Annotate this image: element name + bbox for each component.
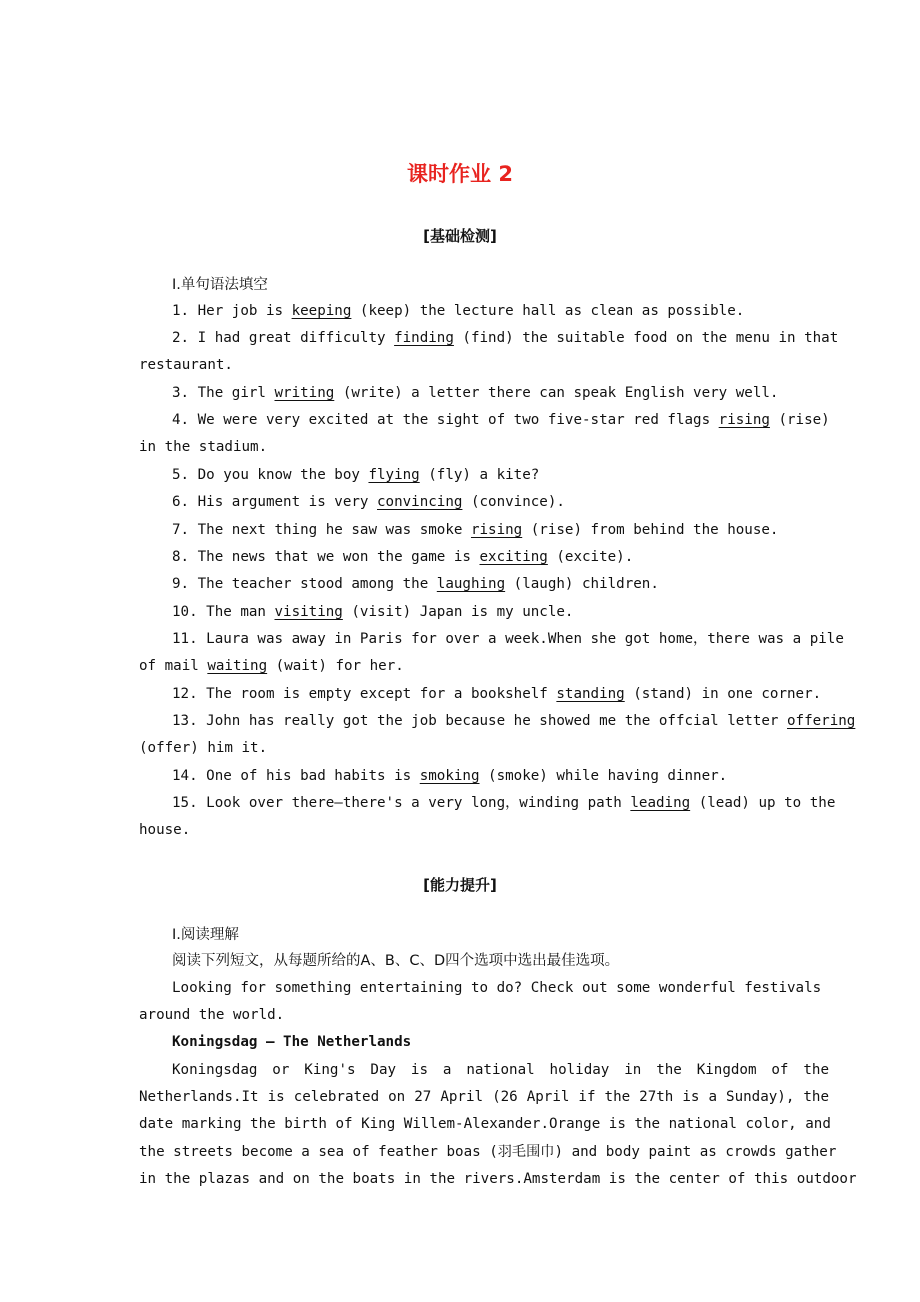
exercise-item-5: 5. Do you know the boy flying (fly) a kite? xyxy=(172,467,540,483)
answer-3: writing xyxy=(274,385,335,401)
exercise-item-2: 2. I had great difficulty finding (find) the suitable food on the menu in that xyxy=(172,330,839,346)
answer-8: exciting xyxy=(479,549,548,565)
exercise-item-4: 4. We were very excited at the sight of two five-star red flags rising (rise) xyxy=(172,412,830,428)
answer-15: leading xyxy=(630,795,691,811)
exercise-item-4-cont: in the stadium. xyxy=(139,439,268,455)
exercise-item-2-cont: restaurant. xyxy=(139,357,233,373)
exercise-item-7: 7. The next thing he saw was smoke rising (rise) from behind the house. xyxy=(172,522,779,538)
article-para-line-2: Netherlands.It is celebrated on 27 April (26 April if the 27th is a Sunday), the xyxy=(139,1089,829,1105)
article-para-line-3: date marking the birth of King Willem-Alexander.Orange is the national color, and xyxy=(139,1116,831,1132)
answer-5: flying xyxy=(368,467,420,483)
answer-1: keeping xyxy=(291,303,352,319)
answer-14: smoking xyxy=(419,768,480,784)
exercise-item-3: 3. The girl writing (write) a letter there can speak English very well. xyxy=(172,385,779,401)
exercise-item-6: 6. His argument is very convincing (convince). xyxy=(172,494,565,510)
exercise-item-8: 8. The news that we won the game is exciting (excite). xyxy=(172,549,634,565)
intro-line-1: Looking for something entertaining to do? Check out some wonderful festivals xyxy=(172,980,822,996)
answer-4: rising xyxy=(718,412,770,428)
section-heading-advanced: [能力提升] xyxy=(423,876,497,894)
exercise-item-13: 13. John has really got the job because he showed me the offcial letter offering xyxy=(172,713,856,729)
part-label-reading: Ⅰ.阅读理解 xyxy=(172,927,239,943)
page-title: 课时作业 2 xyxy=(407,162,513,186)
article-para-line-1: Koningsdag or King's Day is a national holiday in the Kingdom of the xyxy=(172,1062,829,1078)
article-para-line-4: the streets become a sea of feather boas (羽毛围巾) and body paint as crowds gather xyxy=(139,1144,837,1160)
exercise-item-10: 10. The man visiting (visit) Japan is my uncle. xyxy=(172,604,574,620)
answer-6: convincing xyxy=(377,494,463,510)
answer-2: finding xyxy=(394,330,454,346)
exercise-item-11: 11. Laura was away in Paris for over a week.When she got home，there was a pile xyxy=(172,631,844,647)
article-para-line-5: in the plazas and on the boats in the rivers.Amsterdam is the center of this outdoor xyxy=(139,1171,857,1187)
exercise-item-15-cont: house. xyxy=(139,822,191,838)
intro-line-2: around the world. xyxy=(139,1007,285,1023)
part-label-grammar: Ⅰ.单句语法填空 xyxy=(172,277,268,293)
answer-11: waiting xyxy=(207,658,268,674)
answer-7: rising xyxy=(470,522,523,538)
exercise-item-13-cont: (offer) him it. xyxy=(139,740,268,756)
article-subheading: Koningsdag — The Netherlands xyxy=(172,1034,412,1050)
section-heading-basic: [基础检测] xyxy=(423,227,497,245)
answer-12: standing xyxy=(556,686,625,702)
exercise-item-9: 9. The teacher stood among the laughing (laugh) children. xyxy=(172,576,659,592)
exercise-item-14: 14. One of his bad habits is smoking (smoke) while having dinner. xyxy=(172,768,728,784)
exercise-item-15: 15. Look over there—there's a very long，winding path leading (lead) up to the xyxy=(172,795,836,811)
exercise-item-12: 12. The room is empty except for a bookshelf standing (stand) in one corner. xyxy=(172,686,822,702)
answer-9: laughing xyxy=(436,576,506,592)
exercise-item-1: 1. Her job is keeping (keep) the lecture hall as clean as possible. xyxy=(172,303,745,319)
answer-10: visiting xyxy=(274,604,343,620)
reading-instruction: 阅读下列短文，从每题所给的A、B、C、D四个选项中选出最佳选项。 xyxy=(172,953,620,969)
exercise-item-11-cont: of mail waiting (wait) for her. xyxy=(139,658,404,674)
answer-13: offering xyxy=(787,713,856,729)
